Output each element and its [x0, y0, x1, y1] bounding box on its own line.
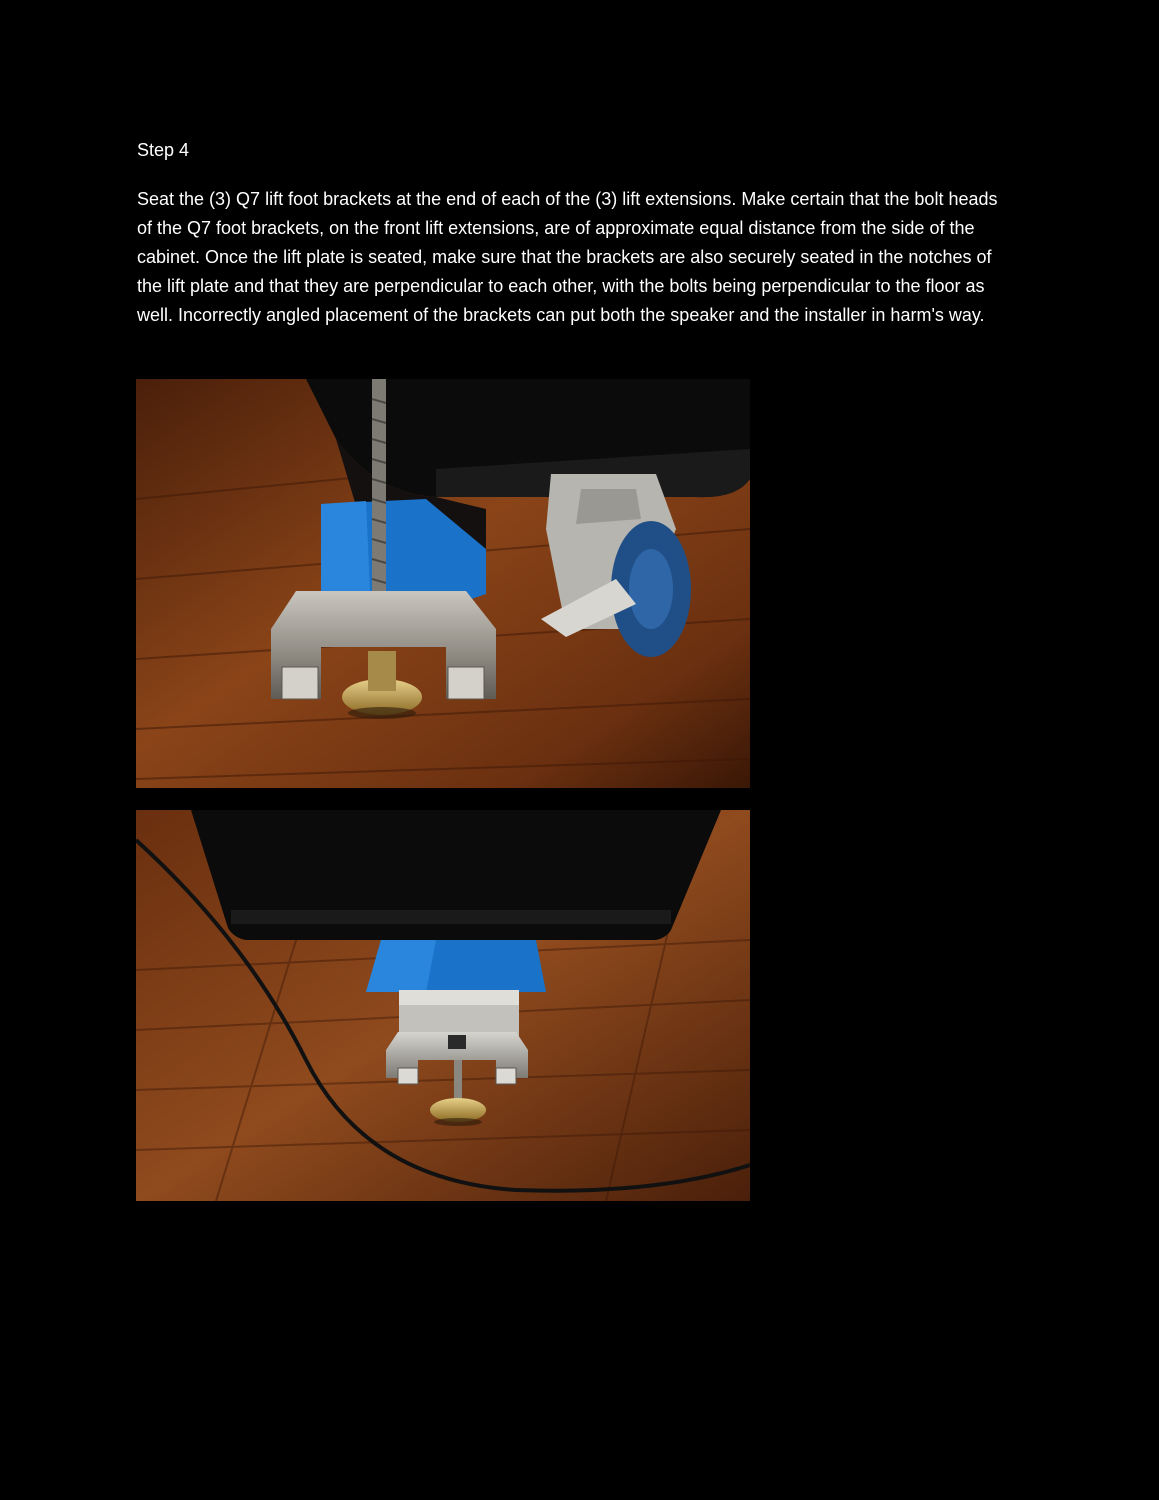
- foot-bracket-closeup-image: [136, 379, 750, 788]
- step-heading: Step 4: [137, 140, 190, 160]
- photo-foot-bracket-front-view: [136, 810, 750, 1201]
- foot-bracket-front-view-image: [136, 810, 750, 1201]
- photo-foot-bracket-closeup: [136, 379, 750, 788]
- step-instructions: Seat the (3) Q7 lift foot brackets at the end of each of the (3) lift extensions. Make certain that the bolt heads of the Q7 foot brackets, on the front lift extensions, are of approximate equal distance from the side of the cabinet. Once the lift plate is seated, make sure that the brackets are also securely seated in the notches of the lift plate and that they are perpendicular to each other, with the bolts being perpendicular to the floor as well. Incorrectly angled placement of the brackets can put both the speaker and the installer in harm's way.: [137, 189, 998, 325]
